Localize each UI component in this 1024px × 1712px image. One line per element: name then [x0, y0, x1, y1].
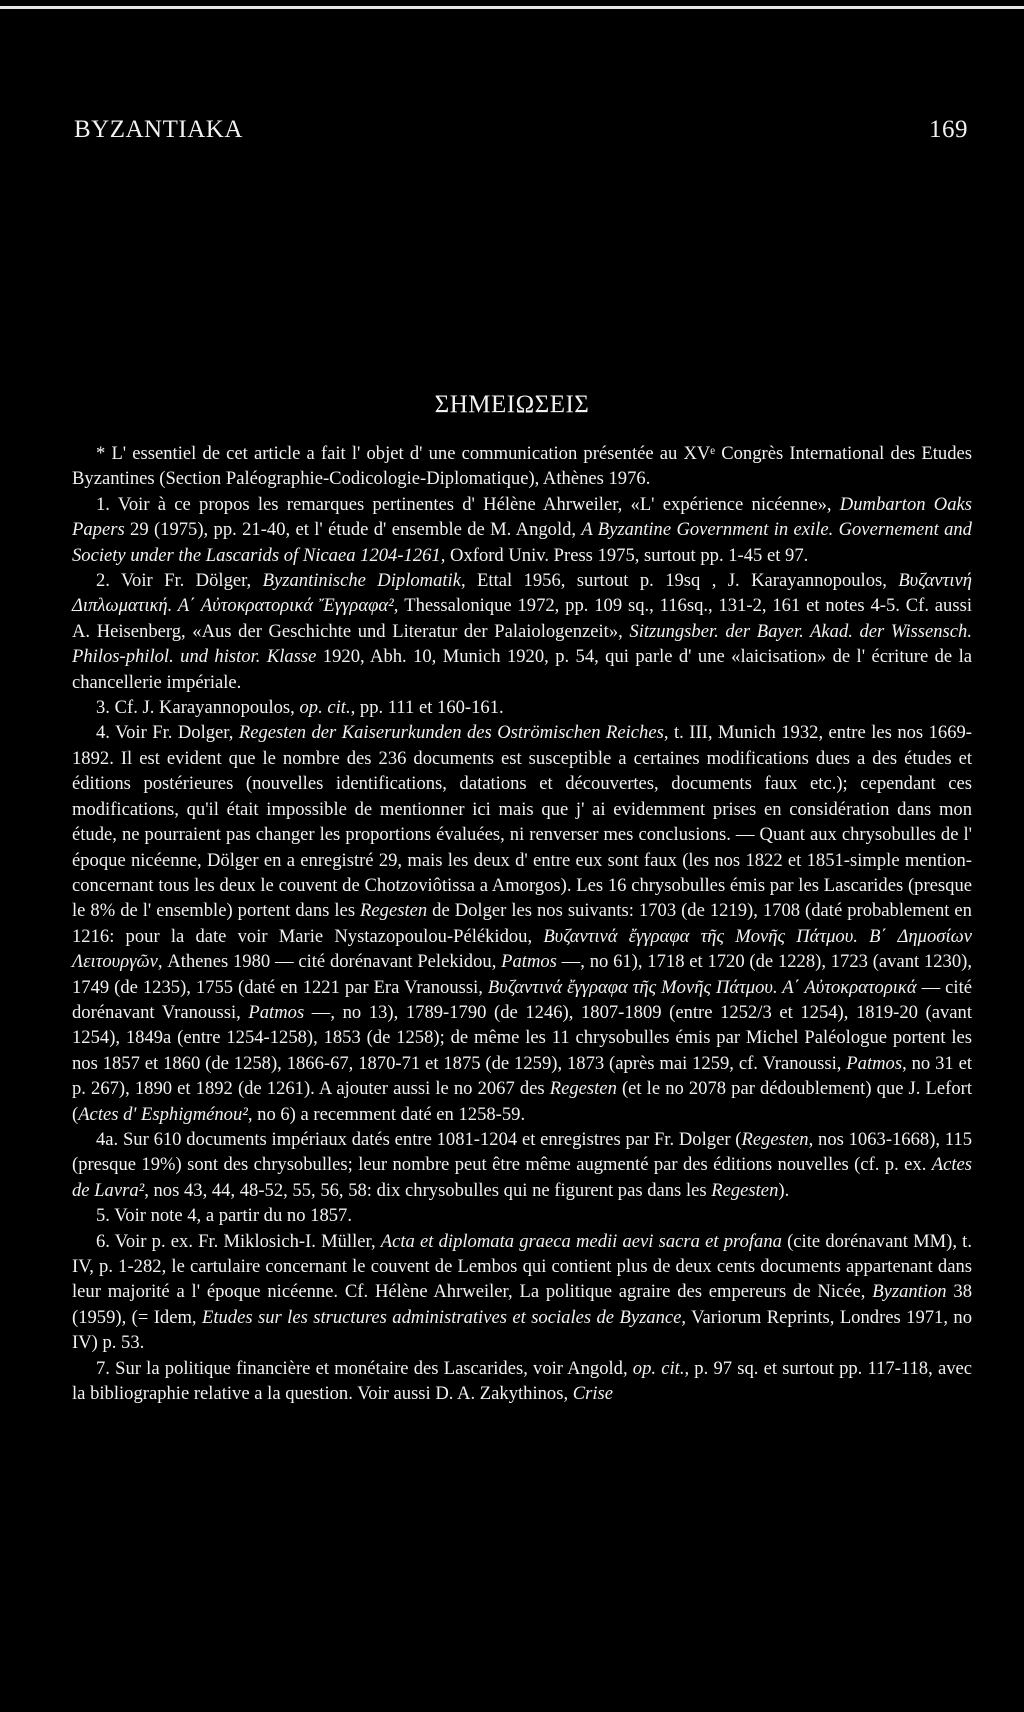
note-4	[72, 720, 972, 1127]
note-text: 7. Sur la politique financière et monétaire des Lascarides, voir Angold,	[96, 1357, 633, 1379]
italic-citation: Byzantinische Diplomatik	[262, 570, 461, 592]
italic-citation: Actes de Lavra²	[72, 1154, 972, 1201]
note-5	[72, 1203, 972, 1228]
italic-citation: Actes d' Esphigménou²	[78, 1103, 248, 1125]
top-border-line	[0, 6, 1024, 9]
italic-citation: Patmos	[846, 1052, 903, 1074]
note-text: , no 31 et p. 267), 1890 et 1892 (de 1261). A ajouter aussi le no 2067 des	[72, 1052, 972, 1100]
note-text: , Oxford Univ. Press 1975, surtout pp. 1-45 et 97.	[440, 544, 809, 566]
note-6	[72, 1229, 972, 1356]
note-text: , t. III, Munich 1932, entre les nos 1669-1892. Il est evident que le nombre des 236 documents est susceptible a certaines modifications dues a des études et éditions postérieures (nouvelles identifications, datations et découvertes, documents faux etc.); cependant ces modifications, qu'il était impossible de mentionner ici mais que j' ai evidemment prises en considération dans mon étude, ne pourraient pas changer les proportions évaluées, ni renverser mes conclusions. — Quant aux chrysobulles de l' époque nicéenne, Dölger en a enregistré 29, mais les deux d' entre eux sont faux (les nos 1822 et 1851-simple mention-concernant tous les deux le couvent de Chotzoviôtissa a Amorgos). Les 16 chrysobulles émis par les Lascarides (presque le 8% de l' ensemble) portent dans les	[72, 722, 972, 922]
italic-citation: Regesten	[360, 900, 428, 922]
italic-citation: Regesten	[711, 1179, 779, 1201]
italic-citation: Patmos	[248, 1001, 305, 1023]
note-text: 6. Voir p. ex. Fr. Miklosich-I. Müller,	[96, 1230, 381, 1252]
italic-citation: Crise	[572, 1383, 614, 1405]
note-text: , no 6) a recemment daté en 1258-59.	[247, 1103, 526, 1125]
italic-citation: A Byzantine Government in exile. Governement and Society under the Lascarids of Nicaea 1204-1261	[72, 519, 972, 566]
note-text: , nos 43, 44, 48-52, 55, 56, 58: dix chrysobulles qui ne figurent pas dans les	[144, 1179, 712, 1201]
note-text: , pp. 111 et 160-161.	[350, 697, 504, 719]
note-text: , nos 1063-1668), 115 (presque 19%) sont des chrysobulles; leur nombre peut être même augmenté par des éditions nouvelles (cf. p. ex.	[72, 1128, 973, 1176]
note-text: 29 (1975), pp. 21-40, et l' étude d' ensemble de M. Angold,	[124, 519, 582, 541]
note-text: —, no 61), 1718 et 1720 (de 1228), 1723 (avant 1230), 1749 (de 1235), 1755 (daté en 1221 par Era Vranoussi,	[72, 951, 972, 998]
note-text: , Variorum Reprints, Londres 1971, no IV) p. 53.	[72, 1306, 972, 1354]
note-text: de Dolger les nos suivants: 1703 (de 1219), 1708 (daté probablement en 1216: pour la date voir Marie Nystazopoulou-Pélékidou,	[72, 900, 972, 947]
italic-citation: Regesten	[741, 1128, 809, 1150]
italic-citation: Dumbarton Oaks Papers	[72, 493, 972, 541]
running-header	[74, 116, 968, 144]
note-text: , Athenes 1980 — cité dorénavant Pelekidou,	[157, 951, 502, 973]
italic-citation: Βυζαντινή Διπλωματική. Α΄ Αὐτοκρατορικά Ἔγγραφα²	[72, 570, 972, 617]
section-title: ΣΗΜΕΙΩΣΕΙΣ	[434, 391, 590, 418]
page-number: 169	[929, 116, 968, 143]
note-text: 4. Voir Fr. Dolger,	[96, 722, 239, 744]
note-text: —, no 13), 1789-1790 (de 1246), 1807-1809 (entre 1252/3 et 1254), 1819-20 (avant 1254), 1849a (entre 1254-1258), 1853 (de 1258); de même les 11 chrysobulles émis par Michel Paléologue portent les nos 1857 et 1860 (de 1258), 1866-67, 1870-71 et 1875 (de 1259), 1873 (après mai 1259, cf. Vranoussi,	[72, 1001, 973, 1074]
italic-citation: op. cit.	[632, 1357, 685, 1379]
note-text: (et le no 2078 par dédoublement) que J. Lefort (	[72, 1078, 972, 1125]
note-text: , Ettal 1956, surtout p. 19sq , J. Karayannopoulos,	[460, 570, 899, 592]
note-text: ).	[778, 1179, 790, 1201]
italic-citation: Byzantion	[872, 1281, 947, 1303]
note-text: , Thessalonique 1972, pp. 109 sq., 116sq., 131-2, 161 et notes 4-5. Cf. aussi A. Heisenberg, «Aus der Geschichte und Literatur der Palaiologenzeit»,	[72, 595, 972, 642]
note-text: 4a. Sur 610 documents impériaux datés entre 1081-1204 et enregistres par Fr. Dolger (	[96, 1128, 742, 1150]
italic-citation: Βυζαντινά ἔγγραφα τῆς Μονῆς Πάτμου. Β΄ Δημοσίων Λειτουργῶν	[72, 925, 972, 973]
note-text: 1920, Abh. 10, Munich 1920, p. 54, qui parle d' une «laicisation» de l' écriture de la chancellerie impériale.	[72, 646, 972, 693]
footnotes	[72, 441, 972, 1406]
italic-citation: Acta et diplomata graeca medii aevi sacra et profana	[380, 1230, 782, 1252]
note-text: — cité dorénavant Vranoussi,	[72, 976, 973, 1023]
note-text: 5. Voir note 4, a partir du no 1857.	[96, 1205, 352, 1227]
italic-citation: op. cit.	[299, 697, 351, 719]
italic-citation: Regesten	[549, 1078, 617, 1100]
note-text: (cite dorénavant MM), t. IV, p. 1-282, le cartulaire concernant le couvent de Lembos qui contient plus de deux cents documents appartenant dans leur majorité a l' époque nicéenne. Cf. Hélène Ahrweiler, La politique agraire des empereurs de Nicée,	[72, 1230, 972, 1303]
note-text: 3. Cf. J. Karayannopoulos,	[96, 697, 300, 719]
italic-citation: Βυζαντινά ἔγγραφα τῆς Μονῆς Πάτμου. Α΄ Αὐτοκρατορικά	[487, 976, 917, 998]
note-text: 38 (1959), (= Idem,	[72, 1281, 972, 1328]
italic-citation: Sitzungsber. der Bayer. Akad. der Wissensch. Philos-philol. und histor. Klasse	[72, 620, 972, 668]
note-4a	[72, 1127, 972, 1203]
italic-citation: Etudes sur les structures administratives et sociales de Byzance	[201, 1306, 682, 1328]
note-7	[72, 1356, 972, 1407]
note-text: 2. Voir Fr. Dölger,	[96, 570, 263, 592]
note-1	[72, 492, 972, 568]
journal-title: BYZANTIAKA	[74, 116, 243, 143]
italic-citation: Regesten der Kaiserurkunden des Oströmischen Reiches	[238, 722, 664, 744]
note-text: , p. 97 sq. et surtout pp. 117-118, avec la bibliographie relative a la question. Voir aussi D. A. Zakythinos,	[72, 1357, 972, 1405]
note-2	[72, 568, 972, 695]
italic-citation: Patmos	[501, 951, 557, 973]
note-0	[72, 441, 972, 492]
note-text: * L' essentiel de cet article a fait l' objet d' une communication présentée au XVᵉ Congrès International des Etudes Byzantines (Section Paléographie-Codicologie-Diplomatique), Athènes 1976.	[72, 443, 972, 490]
note-3	[72, 695, 972, 720]
note-text: 1. Voir à ce propos les remarques pertinentes d' Hélène Ahrweiler, «L' expérience nicéenne»,	[96, 493, 840, 515]
